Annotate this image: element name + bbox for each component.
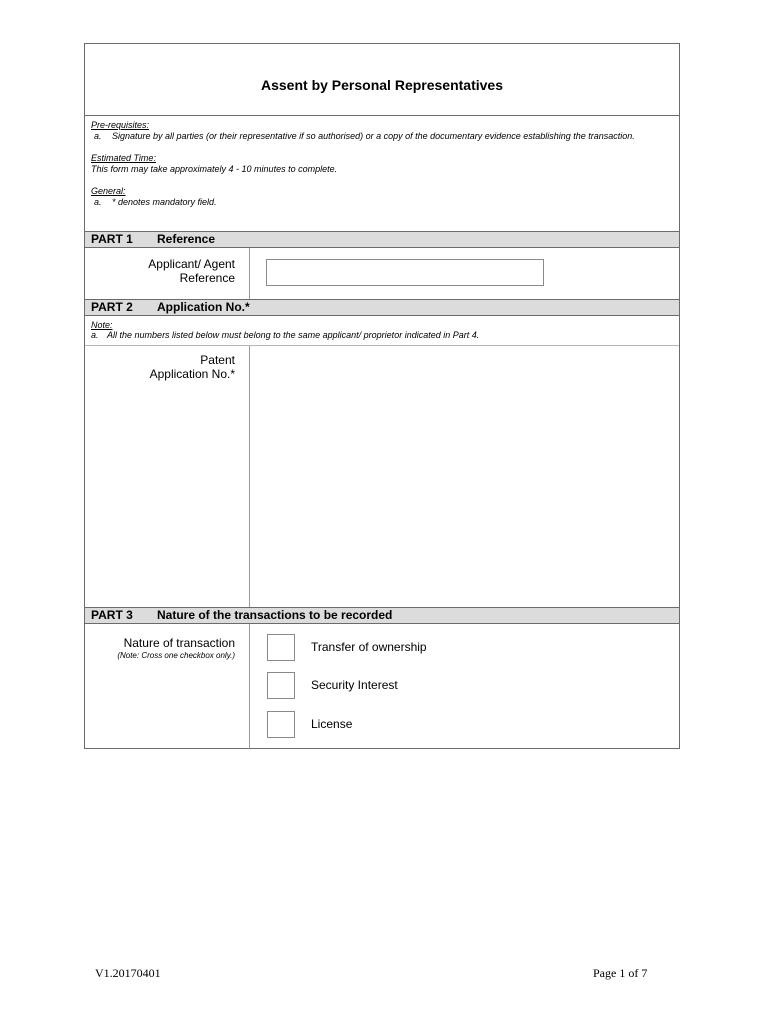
- patent-application-label-line2: Application No.*: [149, 367, 235, 381]
- prerequisites-item-text: Signature by all parties (or their representative if so authorised) or a copy of the documentary evidence establishing the transaction.: [112, 131, 635, 141]
- nature-of-transaction-note: (Note: Cross one checkbox only.): [117, 651, 235, 660]
- part2-note-item: [91, 330, 479, 340]
- part2-note-text: All the numbers listed below must belong to the same applicant/ proprietor indicated in Part 4.: [107, 330, 480, 340]
- intro-section: [85, 116, 679, 231]
- general-item-num: a.: [94, 197, 102, 207]
- patent-application-label: [85, 353, 235, 381]
- part1-number: PART 1: [91, 232, 133, 246]
- part1-title: Reference: [157, 232, 216, 246]
- transfer-of-ownership-checkbox[interactable]: [267, 634, 295, 661]
- applicant-reference-label-line1: Applicant/ Agent: [148, 257, 235, 271]
- nature-of-transaction-label: Nature of transaction: [123, 636, 235, 650]
- part2-note-num: a.: [91, 330, 99, 340]
- prerequisites-block: [91, 120, 673, 142]
- part1-header: [85, 231, 679, 248]
- part2-note-label: Note:: [91, 320, 113, 330]
- estimated-time-label: Estimated Time:: [91, 153, 156, 163]
- applicant-reference-label-line2: Reference: [179, 271, 235, 285]
- general-block: [91, 186, 673, 208]
- part1-divider: [249, 248, 250, 299]
- license-checkbox[interactable]: [267, 711, 295, 738]
- applicant-reference-input[interactable]: [266, 259, 544, 286]
- prerequisites-item-num: a.: [94, 131, 102, 141]
- general-item: [91, 197, 673, 208]
- patent-application-input-area[interactable]: [250, 346, 679, 607]
- estimated-time-text: This form may take approximately 4 - 10 minutes to complete.: [91, 164, 338, 174]
- security-interest-label: Security Interest: [311, 678, 398, 692]
- part3-divider: [249, 624, 250, 749]
- form-title: Assent by Personal Representatives: [261, 76, 503, 93]
- prerequisites-item: [91, 131, 673, 142]
- version-footer: V1.20170401: [95, 966, 161, 980]
- part2-number: PART 2: [91, 300, 133, 314]
- page-number-footer: Page 1 of 7: [593, 966, 648, 980]
- license-label: License: [311, 717, 353, 731]
- form-container: [84, 43, 680, 749]
- part3-title: Nature of the transactions to be recorded: [157, 608, 393, 622]
- transfer-of-ownership-label: Transfer of ownership: [311, 640, 427, 654]
- general-label: General:: [91, 186, 126, 196]
- patent-application-label-line1: Patent: [200, 353, 235, 367]
- security-interest-checkbox[interactable]: [267, 672, 295, 699]
- form-title-row: [85, 44, 679, 116]
- part3-header: [85, 607, 679, 624]
- prerequisites-label: Pre-requisites:: [91, 120, 150, 130]
- estimated-time-block: [91, 153, 673, 175]
- part2-header: [85, 299, 679, 316]
- applicant-reference-label: [85, 257, 235, 285]
- part2-note: [91, 320, 479, 340]
- part2-title: Application No.*: [157, 300, 250, 314]
- general-item-text: * denotes mandatory field.: [112, 197, 217, 207]
- part3-number: PART 3: [91, 608, 133, 622]
